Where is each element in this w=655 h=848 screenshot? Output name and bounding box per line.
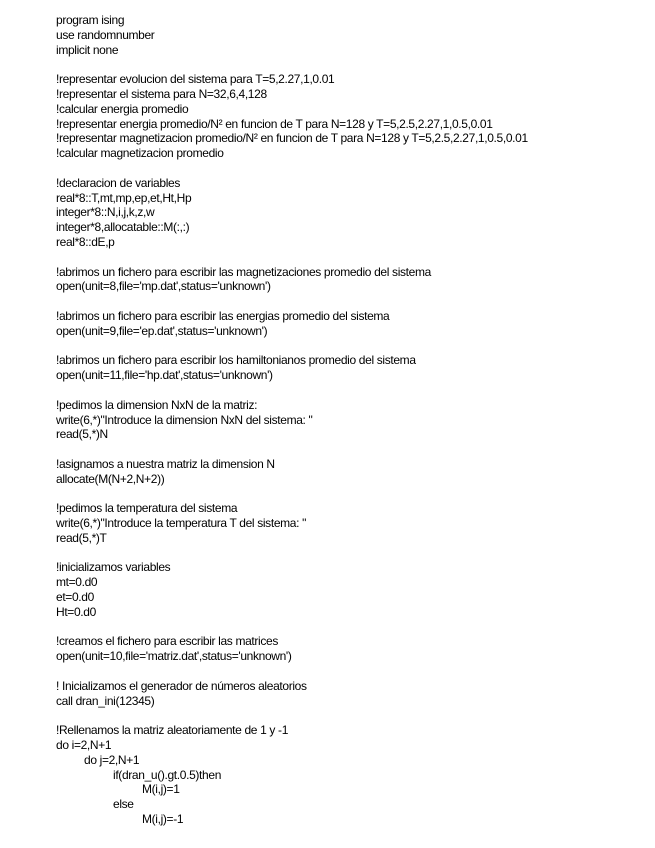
blank-line — [56, 250, 646, 265]
comment-line: !abrimos un fichero para escribir las energias promedio del sistema — [56, 308, 390, 323]
blank-line — [56, 708, 646, 723]
code-line: call dran_ini(12345) — [56, 693, 155, 708]
code-line: M(i,j)=1 — [142, 782, 180, 797]
comment-line: !representar evolucion del sistema para T=5,2.27,1,0.01 — [56, 72, 335, 87]
code-line: program ising — [56, 13, 125, 27]
comment-line: !inicializamos variables — [56, 560, 171, 575]
comment-line: !declaracion de variables — [56, 175, 180, 190]
blank-line — [56, 620, 646, 635]
comment-line: !creamos el fichero para escribir las matrices — [56, 634, 278, 649]
code-line: allocate(M(N+2,N+2)) — [56, 471, 165, 486]
code-line: mt=0.d0 — [56, 575, 98, 590]
code-line: integer*8,allocatable::M(:,:) — [56, 220, 190, 235]
code-line: M(i,j)=-1 — [142, 812, 184, 827]
comment-line: !calcular magnetizacion promedio — [56, 146, 224, 161]
blank-line — [56, 664, 646, 679]
comment-line: !abrimos un fichero para escribir los hamiltonianos promedio del sistema — [56, 353, 416, 368]
code-line: write(6,*)"Introduce la dimension NxN del sistema: " — [56, 412, 313, 427]
comment-line: !asignamos a nuestra matriz la dimension N — [56, 456, 275, 471]
code-line: real*8::dE,p — [56, 234, 115, 249]
comment-line: !pedimos la temperatura del sistema — [56, 501, 238, 516]
code-line: open(unit=9,file='ep.dat',status='unknown') — [56, 323, 268, 338]
code-line: real*8::T,mt,mp,ep,et,Ht,Hp — [56, 190, 192, 205]
comment-line: !abrimos un fichero para escribir las magnetizaciones promedio del sistema — [56, 264, 431, 279]
code-line: do i=2,N+1 — [56, 738, 112, 753]
code-line: read(5,*)T — [56, 530, 107, 545]
blank-line — [56, 442, 646, 457]
blank-line — [56, 57, 646, 72]
code-line: et=0.d0 — [56, 590, 94, 605]
code-line: if(dran_u().gt.0.5)then — [113, 767, 222, 782]
code-line: implicit none — [56, 42, 119, 57]
comment-line: !pedimos la dimension NxN de la matriz: — [56, 397, 258, 412]
blank-line — [56, 383, 646, 398]
blank-line — [56, 294, 646, 309]
blank-line — [56, 339, 646, 354]
comment-line: ! Inicializamos el generador de números aleatorios — [56, 678, 307, 693]
code-line: open(unit=8,file='mp.dat',status='unknown') — [56, 279, 271, 294]
code-line: use randomnumber — [56, 27, 155, 42]
code-line: else — [113, 797, 134, 812]
comment-line: !Rellenamos la matriz aleatoriamente de 1 y -1 — [56, 723, 289, 738]
blank-line — [56, 487, 646, 502]
fortran-code-block — [56, 13, 646, 827]
code-line: open(unit=11,file='hp.dat',status='unknown') — [56, 368, 273, 383]
comment-line: !representar el sistema para N=32,6,4,128 — [56, 86, 267, 101]
code-line: Ht=0.d0 — [56, 604, 96, 619]
code-line: do j=2,N+1 — [84, 752, 140, 767]
code-line: read(5,*)N — [56, 427, 108, 442]
code-line: integer*8::N,i,j,k,z,w — [56, 205, 155, 220]
comment-line: !representar magnetizacion promedio/N² en funcion de T para N=128 y T=5,2.5,2.27,1,0.5,0.01 — [56, 131, 528, 146]
code-line: open(unit=10,file='matriz.dat',status='unknown') — [56, 649, 292, 664]
code-line: write(6,*)"Introduce la temperatura T del sistema: " — [56, 516, 306, 531]
blank-line — [56, 161, 646, 176]
blank-line — [56, 546, 646, 561]
comment-line: !calcular energia promedio — [56, 101, 189, 116]
comment-line: !representar energia promedio/N² en funcion de T para N=128 y T=5,2.5,2.27,1,0.5,0.01 — [56, 116, 493, 131]
